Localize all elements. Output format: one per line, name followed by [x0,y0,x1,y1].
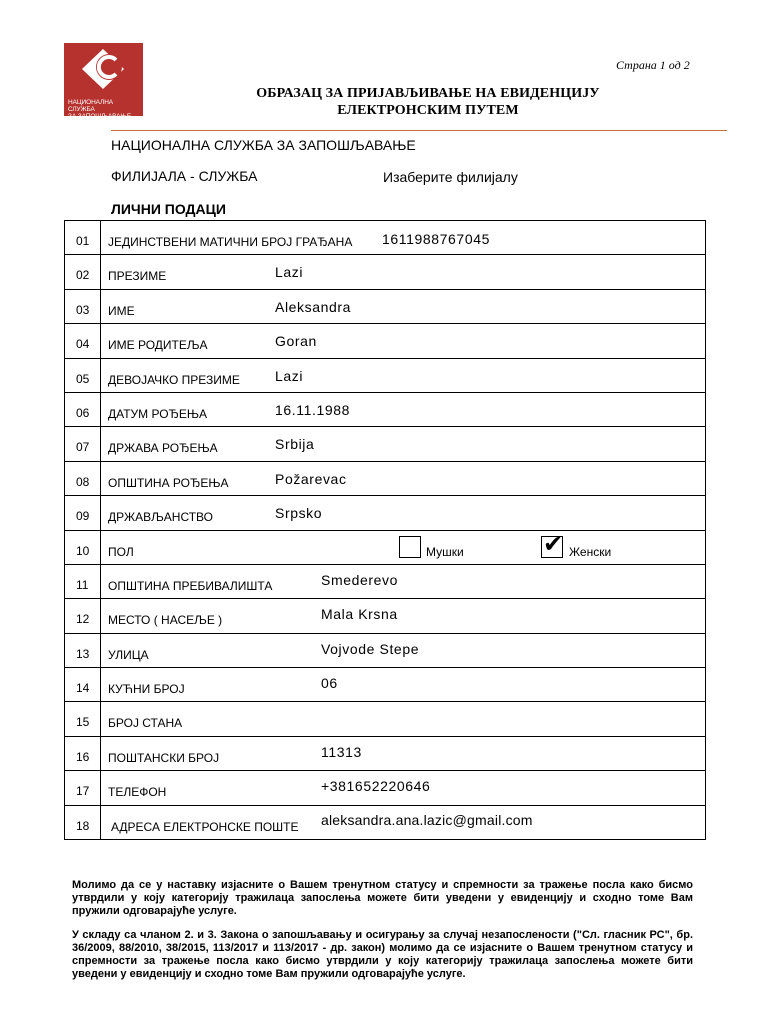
house-number-field[interactable]: 06 [321,675,338,692]
row-number: 03 [76,302,90,317]
logo-text [68,99,140,120]
row-number: 07 [76,440,90,455]
field-label: ТЕЛЕФОН [108,785,167,800]
phone-field[interactable]: +381652220646 [321,778,431,795]
organization-logo [64,43,143,120]
status-note: Молимо да се у наставку изјасните о Вашем тренутном статусу и спремности за тражење посла како бисмо утврдили у коју категорију тражилаца запослења можете бити уведени у евиденцију и сходно томе Вам пружили одговарајуће услуге. [72,879,693,917]
street-field[interactable]: Vojvode Stepe [321,640,420,657]
row-number: 10 [76,543,90,558]
field-label: ПОШТАНСКИ БРОЈ [108,750,220,765]
row-number: 12 [76,612,90,627]
branch-select[interactable]: Изаберите филијалу [383,169,518,185]
form-title-line2: ЕЛЕКТРОНСКИМ ПУТЕМ [337,103,519,118]
gender-male-label: Мушки [426,544,464,559]
surname-field[interactable]: Lazi [275,264,304,281]
table-row [64,290,706,324]
table-row [64,531,706,565]
row-number: 01 [76,234,90,248]
field-label: ИМЕ [108,303,135,318]
field-label: АДРЕСА ЕЛЕКТРОНСКЕ ПОШТЕ [111,819,299,834]
page-number: Страна 1 од 2 [616,58,690,72]
row-number: 09 [76,509,90,524]
row-number: 17 [76,784,90,799]
birth-country-field[interactable]: Srbija [275,436,315,453]
row-number: 05 [76,371,90,386]
jmbg-field[interactable]: 1611988767045 [382,231,490,247]
maiden-name-field[interactable]: Lazi [275,367,304,384]
residence-municipality-field[interactable]: Smederevo [321,571,398,588]
field-label: КУЋНИ БРОЈ [108,682,185,697]
row-number: 08 [76,474,90,489]
row-number: 04 [76,337,90,352]
table-row [64,496,706,530]
field-label: БРОЈ СТАНА [108,716,183,731]
table-row [64,255,706,289]
row-number: 11 [76,577,89,592]
field-label: ДРЖАВА РОЂЕЊА [108,441,218,456]
check-mark-icon: ✔ [543,529,564,558]
field-label: ИМЕ РОДИТЕЉА [108,338,208,353]
table-row [64,771,706,805]
section-title-personal-data: ЛИЧНИ ПОДАЦИ [111,201,226,217]
table-row [64,634,706,668]
table-row [64,462,706,496]
field-label: ПРЕЗИМЕ [108,269,167,284]
personal-data-table [64,220,706,840]
table-row [64,702,706,736]
form-title-line1: ОБРАЗАЦ ЗА ПРИЈАВЉИВАЊЕ НА ЕВИДЕНЦИЈУ [256,86,600,101]
table-row [64,359,706,393]
postal-code-field[interactable]: 11313 [321,743,362,760]
birth-date-field[interactable]: 16.11.1988 [275,401,351,418]
field-label: ОПШТИНА ПРЕБИВАЛИШТА [108,578,273,593]
gender-male-checkbox[interactable] [399,536,421,558]
table-row [64,427,706,461]
gender-female-checkbox[interactable] [541,529,564,558]
row-number: 15 [76,715,90,730]
row-number: 18 [76,818,90,833]
field-label: УЛИЦА [108,647,149,662]
branch-label: ФИЛИЈАЛА - СЛУЖБА [111,168,258,184]
row-number: 06 [76,405,90,420]
field-label: ОПШТИНА РОЂЕЊА [108,475,229,490]
logo-text-line2: ЗА ЗАПОШЉАВАЊЕ [68,113,132,120]
field-label: ПОЛ [108,544,134,559]
table-row [64,393,706,427]
table-row [64,324,706,358]
field-label: МЕСТО ( НАСЕЉЕ ) [108,613,223,628]
table-row [64,668,706,702]
title-divider [111,130,727,131]
row-number: 13 [76,646,90,661]
field-label: ДАТУМ РОЂЕЊА [108,406,208,421]
row-number: 16 [76,749,90,764]
parent-name-field[interactable]: Goran [275,333,317,350]
legal-note: У складу са чланом 2. и 3. Закона о запошљавању и осигурању за случај незапослености ("Сл. гласник РС", бр. 36/2009, 88/2010, 38/2015, 113/2017 и 113/2017 - др. закон) молимо да се изјасните о Вашем тренутном статусу и спремности за тражење посла како бисмо утврдили у коју категорију тражилаца запослења можете бити уведени у евиденцију и сходно томе Вам пружили одговарајуће услуге. [72,929,693,980]
email-field[interactable]: aleksandra.ana.lazic@gmail.com [321,811,533,828]
field-label: ДРЖАВЉАНСТВО [108,510,213,525]
table-row [64,599,706,633]
table-row [64,565,706,599]
field-label: ЈЕДИНСТВЕНИ МАТИЧНИ БРОЈ ГРАЂАНА [108,235,353,249]
row-number: 14 [76,681,90,696]
table-row [64,806,706,840]
logo-text-line1: НАЦИОНАЛНА СЛУЖБА [68,99,114,113]
birth-municipality-field[interactable]: Požarevac [275,470,347,487]
table-row [64,221,706,255]
organization-name: НАЦИОНАЛНА СЛУЖБА ЗА ЗАПОШЉАВАЊЕ [111,137,416,153]
citizenship-field[interactable]: Srpsko [275,505,323,522]
first-name-field[interactable]: Aleksandra [275,298,352,315]
row-number: 02 [76,268,90,283]
table-row [64,737,706,771]
field-label: ДЕВОЈАЧКО ПРЕЗИМЕ [108,372,240,387]
gender-female-label: Женски [569,544,612,559]
settlement-field[interactable]: Mala Krsna [321,606,398,623]
